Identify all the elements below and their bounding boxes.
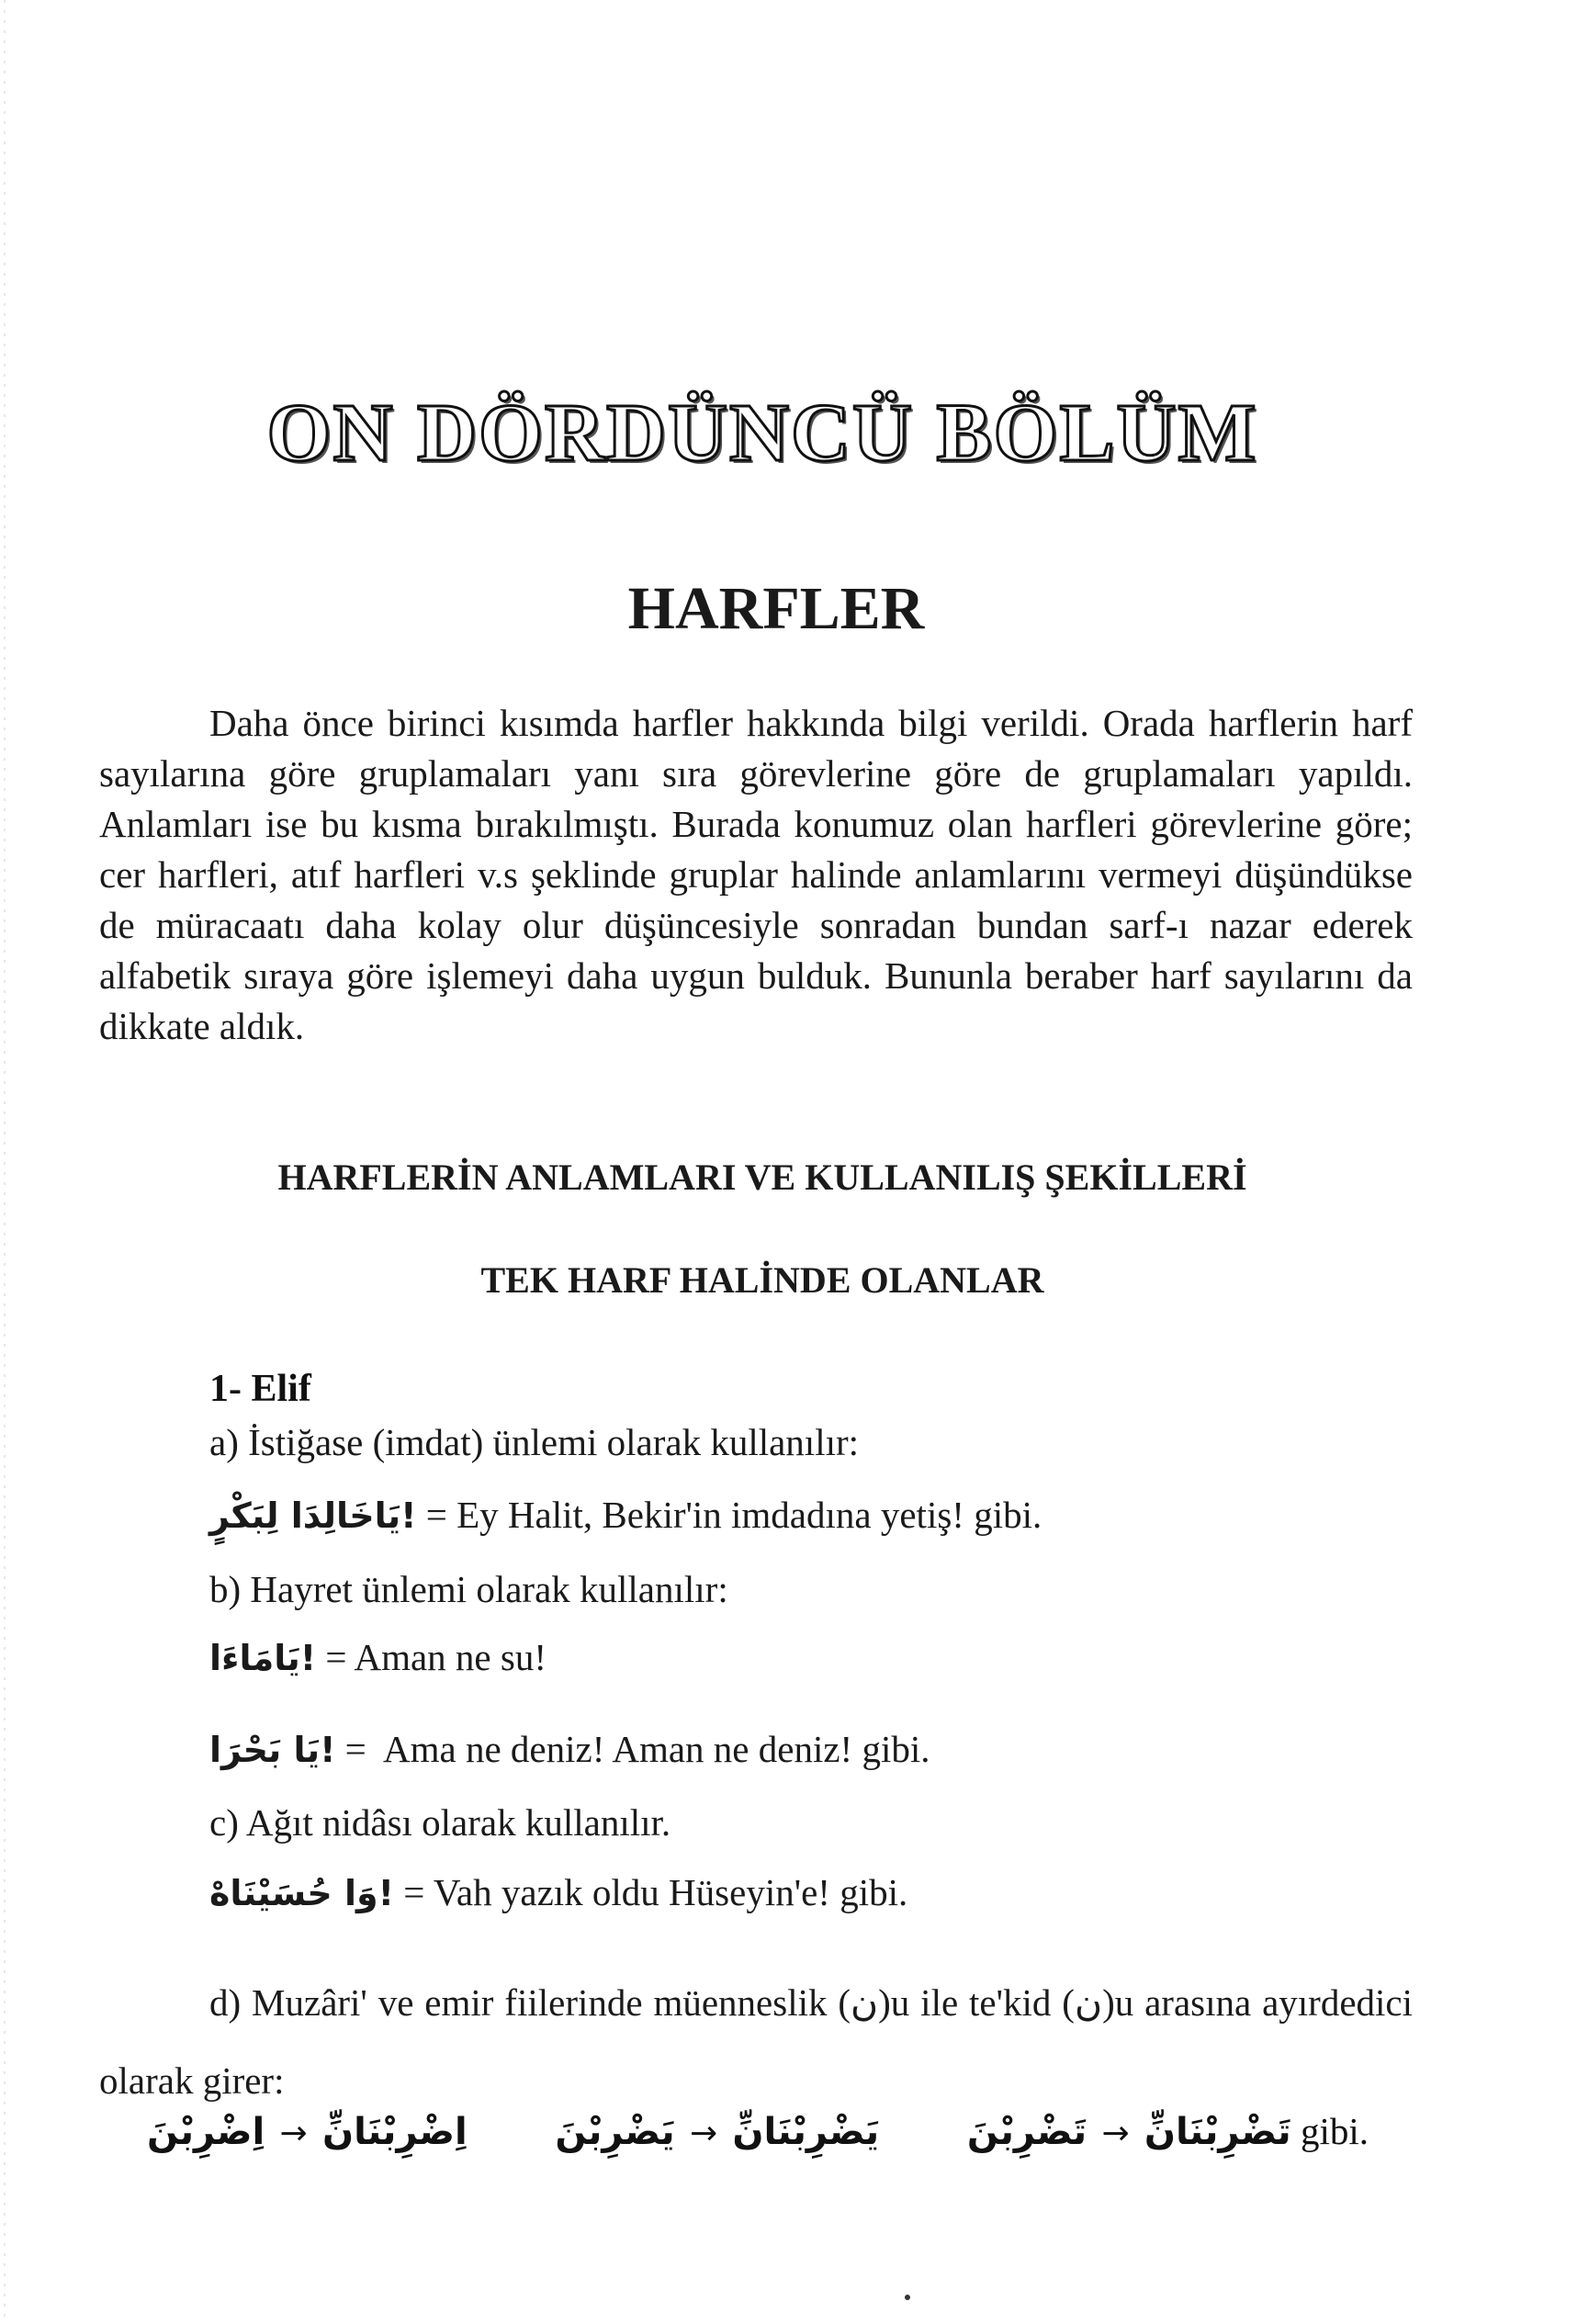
chapter-title: ON DÖRDÜNCÜ BÖLÜM <box>266 388 1258 479</box>
usage-c-text: c) Ağıt nidâsı olarak kullanılır. <box>209 1801 671 1844</box>
scan-speck <box>905 2295 910 2300</box>
conjugation-3-to: اِضْرِبْنَانِّ <box>321 2111 468 2153</box>
heading-meanings: HARFLERİN ANLAMLARI VE KULLANILIŞ ŞEKİLLERİ <box>277 1156 1247 1198</box>
conjugation-3-from: اِضْرِبْنَ <box>147 2111 265 2153</box>
usage-d-paragraph: d) Muzâri' ve emir fiilerinde müenneslik (ن)u ile te'kid (ن)u arasına ayırdedici olarak girer: <box>99 1981 1413 2102</box>
conjugation-example-1 <box>967 2109 1369 2153</box>
conjugation-2-to: يَضْرِبْنَانِّ <box>732 2111 880 2153</box>
conjugation-suffix: gibi. <box>1300 2110 1369 2152</box>
usage-b-arabic-2: !يَا بَحْرَا <box>209 1730 336 1770</box>
usage-d-examples <box>147 2109 1369 2153</box>
arrow-icon: → <box>279 2115 308 2152</box>
conjugation-example-2 <box>555 2109 879 2153</box>
usage-b-translation-1: = Aman ne su! <box>325 1636 547 1678</box>
usage-a-text: a) İstiğase (imdat) ünlemi olarak kullanılır: <box>209 1421 860 1463</box>
usage-b-example-1 <box>209 1635 547 1679</box>
usage-b-translation-2: = Ama ne deniz! Aman ne deniz! gibi. <box>344 1728 930 1770</box>
usage-a-arabic: !يَاخَالِدَا لِبَكْرٍ <box>209 1495 417 1536</box>
conjugation-1-from: تَضْرِبْنَ <box>966 2111 1088 2153</box>
usage-c-translation: = Vah yazık oldu Hüseyin'e! gibi. <box>403 1871 908 1913</box>
intro-paragraph: Daha önce birinci kısımda harfler hakkında bilgi verildi. Orada harflerin harf sayılarına göre gruplamaları yanı sıra görevlerine göre de gruplamaları yapıldı. Anlamları ise bu kısma bırakılmıştı. Burada konumuz olan harfleri görevlerine göre; cer harfleri, atıf harfleri v.s şeklinde gruplar halinde anlamlarını vermeyi düşündükse de müracaatı daha kolay olur düşüncesiyle sonradan bundan sarf-ı nazar ederek alfabetik sıraya göre işlemeyi daha uygun bulduk. Bununla beraber harf sayılarını da dikkate aldık. <box>99 702 1413 1047</box>
usage-b-arabic-1: !يَامَاءَا <box>209 1638 317 1678</box>
heading-single-letter: TEK HARF HALİNDE OLANLAR <box>480 1259 1044 1301</box>
section-title: HARFLER <box>627 575 925 642</box>
usage-c-arabic: !وَا حُسَيْنَاهْ <box>209 1873 394 1913</box>
item-title-elif: 1- Elif <box>209 1368 311 1410</box>
usage-c-example <box>209 1870 907 1914</box>
usage-a-example <box>209 1493 1042 1537</box>
usage-b-example-2 <box>209 1727 930 1771</box>
usage-a-translation: = Ey Halit, Bekir'in imdadına yetiş! gibi. <box>425 1494 1042 1536</box>
conjugation-example-3 <box>147 2109 468 2153</box>
conjugation-1-to: تَضْرِبْنَانِّ <box>1144 2111 1291 2153</box>
arrow-icon: → <box>689 2115 718 2152</box>
usage-b-text: b) Hayret ünlemi olarak kullanılır: <box>209 1568 728 1610</box>
arrow-icon: → <box>1101 2115 1130 2152</box>
conjugation-2-from: يَضْرِبْنَ <box>555 2111 675 2153</box>
